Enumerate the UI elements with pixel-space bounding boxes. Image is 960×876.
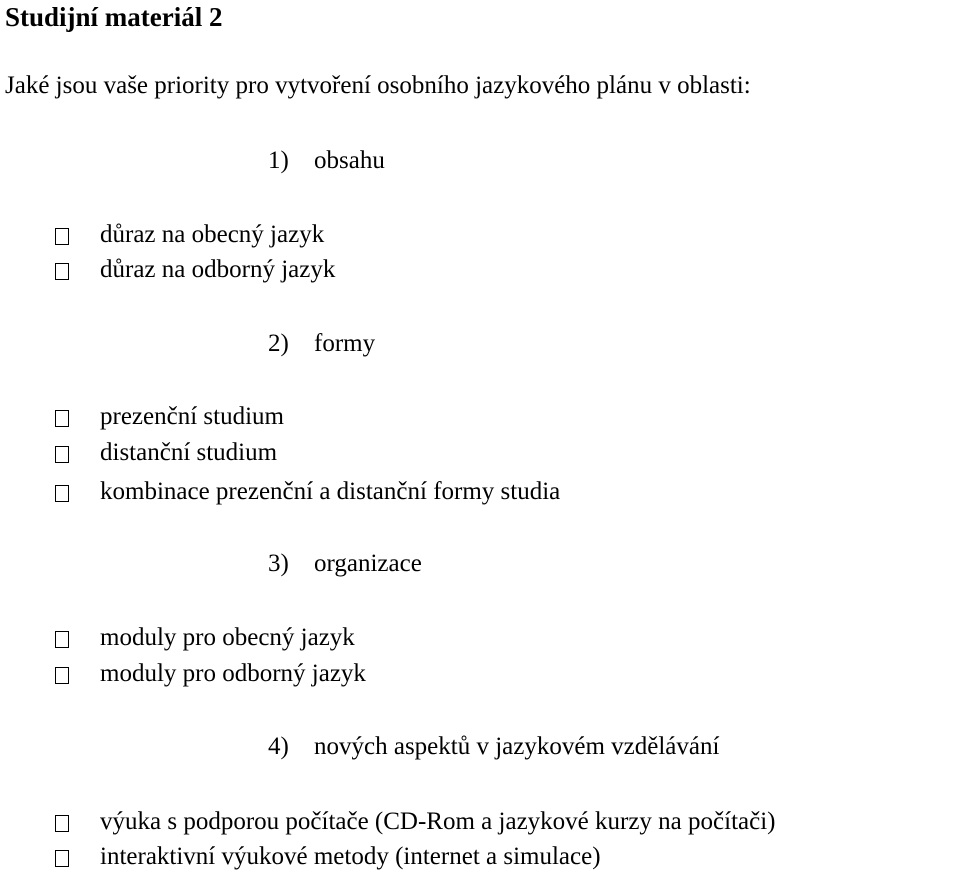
checkbox[interactable] bbox=[55, 631, 69, 648]
section-title: obsahu bbox=[314, 147, 385, 174]
option-label: prezenční studium bbox=[100, 403, 284, 430]
section-number: 1) bbox=[268, 147, 289, 174]
section-heading-new-aspects bbox=[268, 731, 719, 763]
question-text: Jaké jsou vaše priority pro vytvoření osobního jazykového plánu v oblasti: bbox=[5, 72, 751, 99]
section-number: 2) bbox=[268, 330, 289, 357]
option-label: moduly pro odborný jazyk bbox=[100, 660, 366, 687]
section-title: formy bbox=[314, 330, 376, 357]
checkbox[interactable] bbox=[55, 446, 69, 463]
section-number: 4) bbox=[268, 733, 289, 760]
checkbox[interactable] bbox=[55, 850, 69, 867]
checkbox[interactable] bbox=[55, 228, 69, 245]
checkbox[interactable] bbox=[55, 815, 69, 832]
checkbox[interactable] bbox=[55, 263, 69, 280]
option-label: distanční studium bbox=[100, 439, 278, 466]
section-title: organizace bbox=[314, 550, 422, 577]
document-title: Studijní materiál 2 bbox=[5, 2, 223, 32]
section-number: 3) bbox=[268, 550, 289, 577]
section-heading-content bbox=[268, 145, 385, 177]
checkbox[interactable] bbox=[55, 410, 69, 427]
section-title: nových aspektů v jazykovém vzdělávání bbox=[314, 733, 720, 760]
section-heading-organization bbox=[268, 548, 422, 580]
option-label: důraz na obecný jazyk bbox=[100, 221, 325, 248]
option-label: interaktivní výukové metody (internet a simulace) bbox=[100, 843, 601, 870]
option-label: moduly pro obecný jazyk bbox=[100, 624, 355, 651]
checkbox[interactable] bbox=[55, 485, 69, 502]
option-label: výuka s podporou počítače (CD-Rom a jazykové kurzy na počítači) bbox=[100, 808, 776, 835]
option-label: důraz na odborný jazyk bbox=[100, 256, 336, 283]
checkbox[interactable] bbox=[55, 667, 69, 684]
option-label: kombinace prezenční a distanční formy studia bbox=[100, 478, 561, 505]
section-heading-forms bbox=[268, 328, 375, 360]
